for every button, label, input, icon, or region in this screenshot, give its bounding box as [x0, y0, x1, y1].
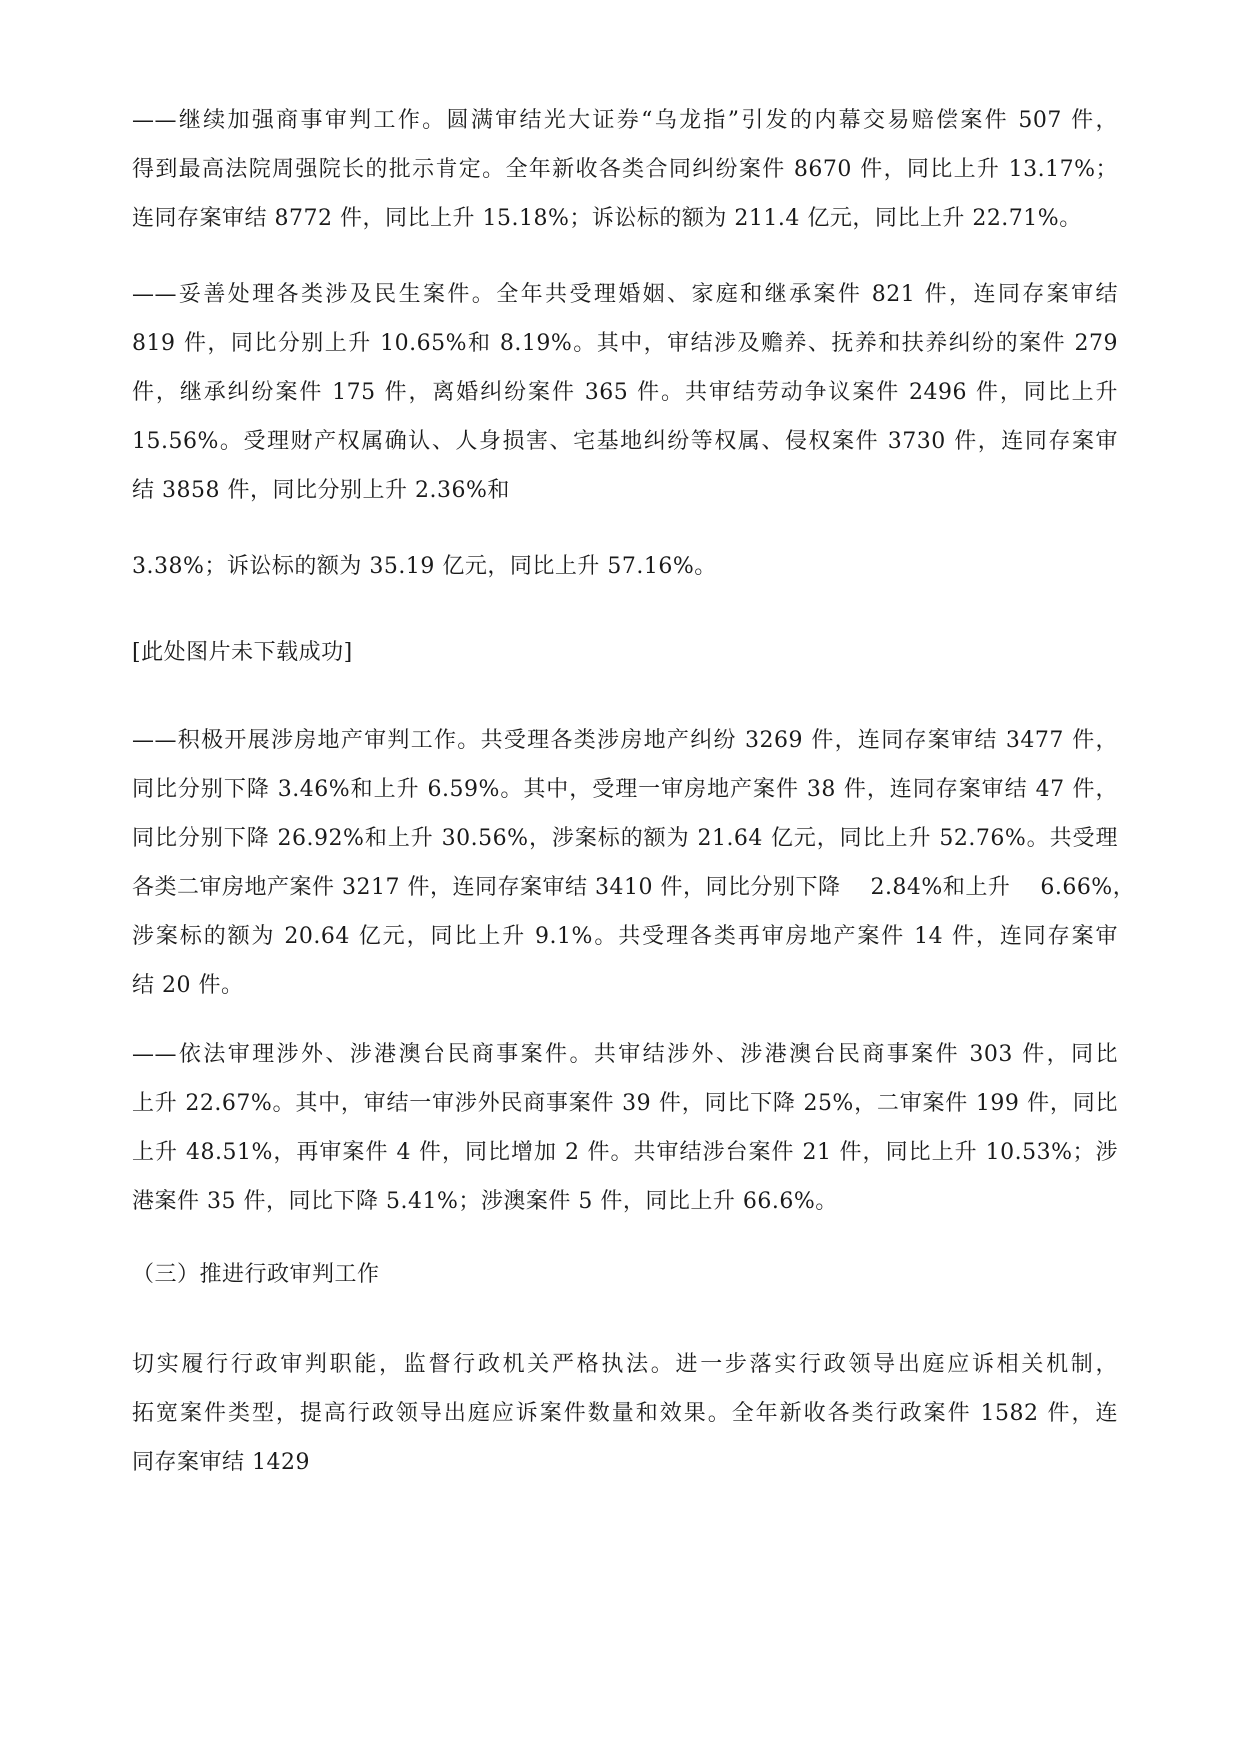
text-line: 结 3858 件，同比分别上升 2.36%和	[132, 478, 510, 503]
paragraph-administrative-trials	[132, 1340, 1118, 1487]
text-line: 结 20 件。	[132, 973, 244, 998]
text-line: 3.38%；诉讼标的额为 35.19 亿元，同比上升 57.16%。	[132, 554, 717, 579]
text-line: 港案件 35 件，同比下降 5.41%；涉澳案件 5 件，同比上升 66.6%。	[132, 1189, 838, 1214]
text-line: 同比分别下降 26.92%和上升 30.56%，涉案标的额为 21.64 亿元，同比上升 52.76%。共受理	[132, 826, 1118, 851]
text-line: 上升 48.51%，再审案件 4 件，同比增加 2 件。共审结涉台案件 21 件，同比上升 10.53%；涉	[132, 1140, 1118, 1165]
paragraph-commercial-trials	[132, 96, 1118, 243]
paragraph-real-estate-trials	[132, 716, 1136, 1010]
text-line: 切实履行行政审判职能，监督行政机关严格执法。进一步落实行政领导出庭应诉相关机制，	[132, 1352, 1118, 1377]
paragraph-continuation	[132, 542, 1118, 591]
text-line: ——依法审理涉外、涉港澳台民商事案件。共审结涉外、涉港澳台民商事案件 303 件，同比	[132, 1042, 1118, 1067]
text-line: 同比分别下降 3.46%和上升 6.59%。其中，受理一审房地产案件 38 件，连同存案审结 47 件，	[132, 777, 1118, 802]
text-line: 上升 22.67%。其中，审结一审涉外民商事案件 39 件，同比下降 25%，二审案件 199 件，同比	[132, 1091, 1118, 1116]
paragraph-foreign-related-cases	[132, 1030, 1118, 1226]
text-line: （三）推进行政审判工作	[132, 1262, 380, 1287]
text-line: 连同存案审结 8772 件，同比上升 15.18%；诉讼标的额为 211.4 亿元，同比上升 22.71%。	[132, 206, 1082, 231]
text-line: [此处图片未下载成功]	[132, 640, 353, 665]
text-line: 拓宽案件类型，提高行政领导出庭应诉案件数量和效果。全年新收各类行政案件 1582 件，连	[132, 1401, 1118, 1426]
text-line: 涉案标的额为 20.64 亿元，同比上升 9.1%。共受理各类再审房地产案件 14 件，连同存案审	[132, 924, 1118, 949]
text-line: 同存案审结 1429	[132, 1450, 310, 1475]
section-heading-administrative	[132, 1250, 1118, 1299]
text-line: 15.56%。受理财产权属确认、人身损害、宅基地纠纷等权属、侵权案件 3730 件，连同存案审	[132, 429, 1118, 454]
text-line: 各类二审房地产案件 3217 件，连同存案审结 3410 件，同比分别下降 2.84%和上升 6.66%，	[132, 875, 1136, 900]
text-line: ——积极开展涉房地产审判工作。共受理各类涉房地产纠纷 3269 件，连同存案审结 3477 件，	[132, 728, 1118, 753]
text-line: 件，继承纠纷案件 175 件，离婚纠纷案件 365 件。共审结劳动争议案件 2496 件，同比上升	[132, 380, 1118, 405]
text-line: 819 件，同比分别上升 10.65%和 8.19%。其中，审结涉及赡养、抚养和扶养纠纷的案件 279	[132, 331, 1118, 356]
text-line: 得到最高法院周强院长的批示肯定。全年新收各类合同纠纷案件 8670 件，同比上升 13.17%；	[132, 157, 1118, 182]
text-line: ——妥善处理各类涉及民生案件。全年共受理婚姻、家庭和继承案件 821 件，连同存案审结	[132, 282, 1118, 307]
paragraph-livelihood-cases	[132, 270, 1118, 515]
text-line: ——继续加强商事审判工作。圆满审结光大证券“乌龙指”引发的内幕交易赔偿案件 507 件，	[132, 108, 1118, 133]
image-placeholder-note	[132, 628, 1118, 677]
